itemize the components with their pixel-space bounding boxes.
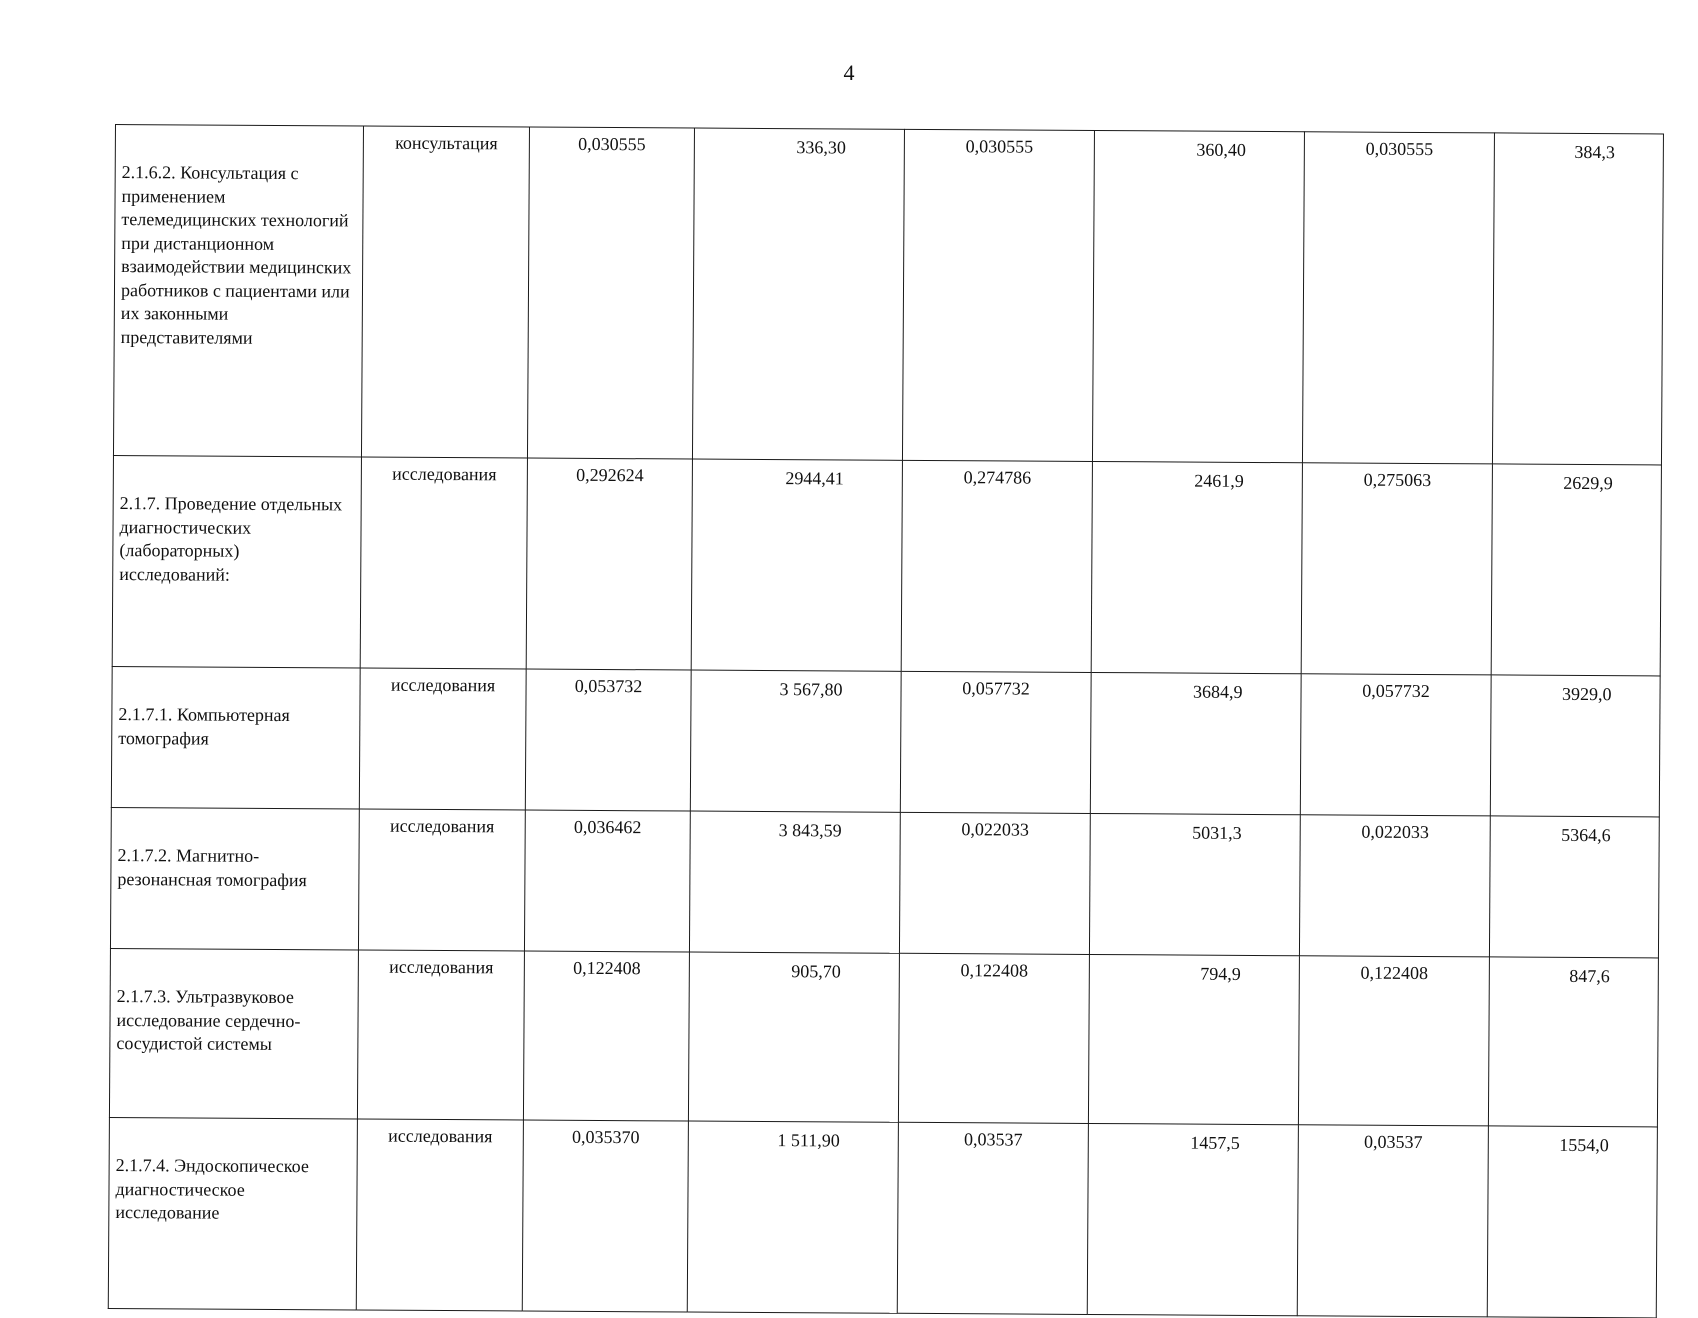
row-unit: исследования <box>356 1119 523 1311</box>
row-value-3: 0,030555 <box>902 129 1094 461</box>
row-value-4: 360,40 <box>1092 130 1304 462</box>
row-value-6: 384,3 <box>1492 133 1663 465</box>
row-value-5: 0,022033 <box>1299 815 1490 957</box>
row-name: 2.1.7. Проведение отдельных диагностических (лабораторных) исследований: <box>112 455 361 668</box>
row-value-3: 0,057732 <box>900 671 1091 813</box>
table-row <box>109 948 1658 1126</box>
row-value-6: 847,6 <box>1488 957 1658 1127</box>
row-value-2: 3 567,80 <box>690 670 901 812</box>
row-value-6: 1554,0 <box>1487 1126 1657 1318</box>
row-value-5: 0,275063 <box>1301 463 1492 675</box>
page-number: 4 <box>843 60 855 85</box>
row-unit: исследования <box>358 809 525 951</box>
row-value-4: 794,9 <box>1088 954 1299 1124</box>
row-value-4: 1457,5 <box>1087 1123 1298 1315</box>
row-value-5: 0,03537 <box>1297 1125 1488 1317</box>
row-value-1: 0,036462 <box>524 810 690 952</box>
row-value-1: 0,292624 <box>526 458 692 670</box>
row-value-2: 3 843,59 <box>689 811 900 953</box>
row-value-3: 0,03537 <box>897 1122 1088 1314</box>
row-value-1: 0,053732 <box>525 669 691 811</box>
table-row <box>112 455 1661 675</box>
table-row <box>108 1117 1657 1317</box>
row-value-5: 0,030555 <box>1302 132 1494 464</box>
row-value-5: 0,122408 <box>1298 956 1489 1126</box>
table-row <box>113 125 1663 465</box>
row-value-2: 336,30 <box>692 128 904 460</box>
table-row <box>111 666 1660 816</box>
row-value-4: 5031,3 <box>1089 813 1300 955</box>
row-value-6: 2629,9 <box>1491 464 1661 676</box>
row-value-1: 0,035370 <box>522 1120 688 1312</box>
table-row <box>110 807 1659 957</box>
row-value-3: 0,122408 <box>898 953 1089 1123</box>
row-name: 2.1.7.2. Магнитно-резонансная томография <box>110 807 359 950</box>
row-value-5: 0,057732 <box>1300 674 1491 816</box>
row-name: 2.1.6.2. Консультация с применением телемедицинских технологий при дистанционном взаимодействии медицинских работников с пациентами или их законными представителями <box>113 125 363 458</box>
row-value-1: 0,122408 <box>523 951 689 1121</box>
row-value-3: 0,022033 <box>899 812 1090 954</box>
row-unit: исследования <box>359 668 526 810</box>
row-value-6: 3929,0 <box>1490 675 1660 817</box>
row-value-2: 1 511,90 <box>687 1121 898 1313</box>
row-name: 2.1.7.1. Компьютерная томография <box>111 666 360 809</box>
row-value-1: 0,030555 <box>527 127 694 459</box>
row-value-2: 2944,41 <box>691 459 902 671</box>
row-value-2: 905,70 <box>688 952 899 1122</box>
data-table <box>108 124 1664 1318</box>
row-unit: консультация <box>361 126 529 458</box>
row-value-4: 2461,9 <box>1091 461 1302 673</box>
row-unit: исследования <box>360 457 527 669</box>
row-value-6: 5364,6 <box>1489 816 1659 958</box>
row-value-4: 3684,9 <box>1090 672 1301 814</box>
row-name: 2.1.7.3. Ультразвуковое исследование сердечно-сосудистой системы <box>109 948 358 1119</box>
row-value-3: 0,274786 <box>901 460 1092 672</box>
row-unit: исследования <box>357 950 524 1120</box>
row-name: 2.1.7.4. Эндоскопическое диагностическое исследование <box>108 1117 357 1310</box>
